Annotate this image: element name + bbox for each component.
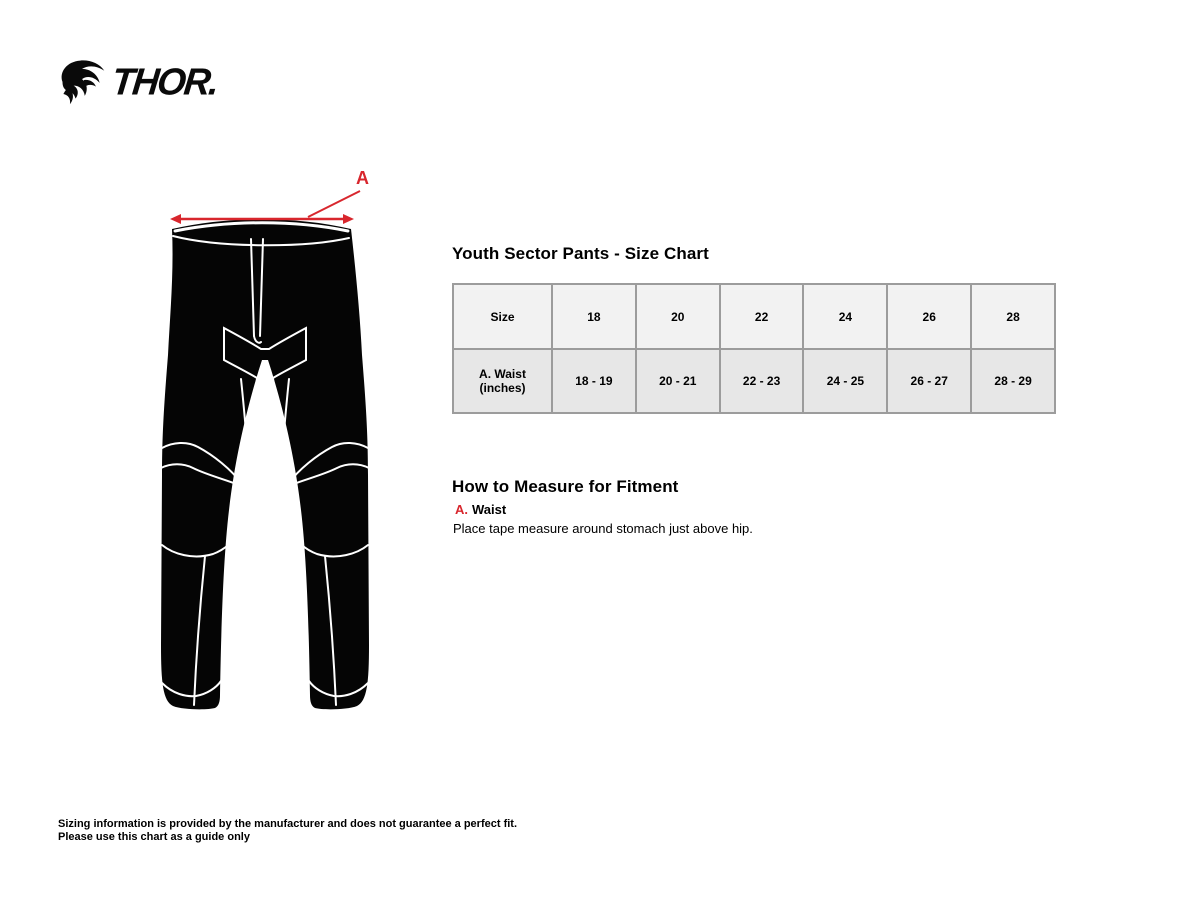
size-chart-table: [452, 283, 1056, 414]
measure-item-name: Waist: [472, 502, 507, 517]
size-table-row-label: A. Waist (inches): [453, 349, 552, 413]
size-chart-title: Youth Sector Pants - Size Chart: [452, 244, 709, 263]
footer-line-1: Sizing information is provided by the manufacturer and does not guarantee a perfect fit.: [58, 818, 518, 830]
pants-diagram: [0, 0, 420, 740]
size-table-header-cell: 24: [803, 284, 887, 349]
size-table-value-cell: 18 - 19: [552, 349, 636, 413]
size-table-value-cell: 22 - 23: [720, 349, 804, 413]
pants-silhouette: [161, 219, 369, 709]
measure-item-letter: A.: [455, 502, 468, 517]
size-table-header-cell: 22: [720, 284, 804, 349]
footer-disclaimer: [58, 818, 517, 843]
measure-item-waist: [455, 502, 506, 517]
size-table-header-row: [453, 284, 1055, 349]
size-table-header-cell: 18: [552, 284, 636, 349]
size-table-value-cell: 24 - 25: [803, 349, 887, 413]
size-table-value-cell: 26 - 27: [887, 349, 971, 413]
size-table-header-cell: Size: [453, 284, 552, 349]
measure-item-instruction: Place tape measure around stomach just above hip.: [453, 521, 753, 536]
thor-logo-text: THOR.: [109, 60, 220, 102]
waist-measurement-arrow: [170, 191, 360, 224]
waist-measurement-label: A: [356, 168, 369, 188]
size-table-value-cell: 20 - 21: [636, 349, 720, 413]
size-table-value-cell: 28 - 29: [971, 349, 1055, 413]
howto-title: How to Measure for Fitment: [452, 477, 679, 496]
size-table-header-cell: 20: [636, 284, 720, 349]
size-table-header-cell: 26: [887, 284, 971, 349]
pants-illustration: [140, 165, 390, 730]
footer-line-2: Please use this chart as a guide only: [58, 830, 250, 843]
size-table-header-cell: 28: [971, 284, 1055, 349]
size-table-waist-row: [453, 349, 1055, 413]
